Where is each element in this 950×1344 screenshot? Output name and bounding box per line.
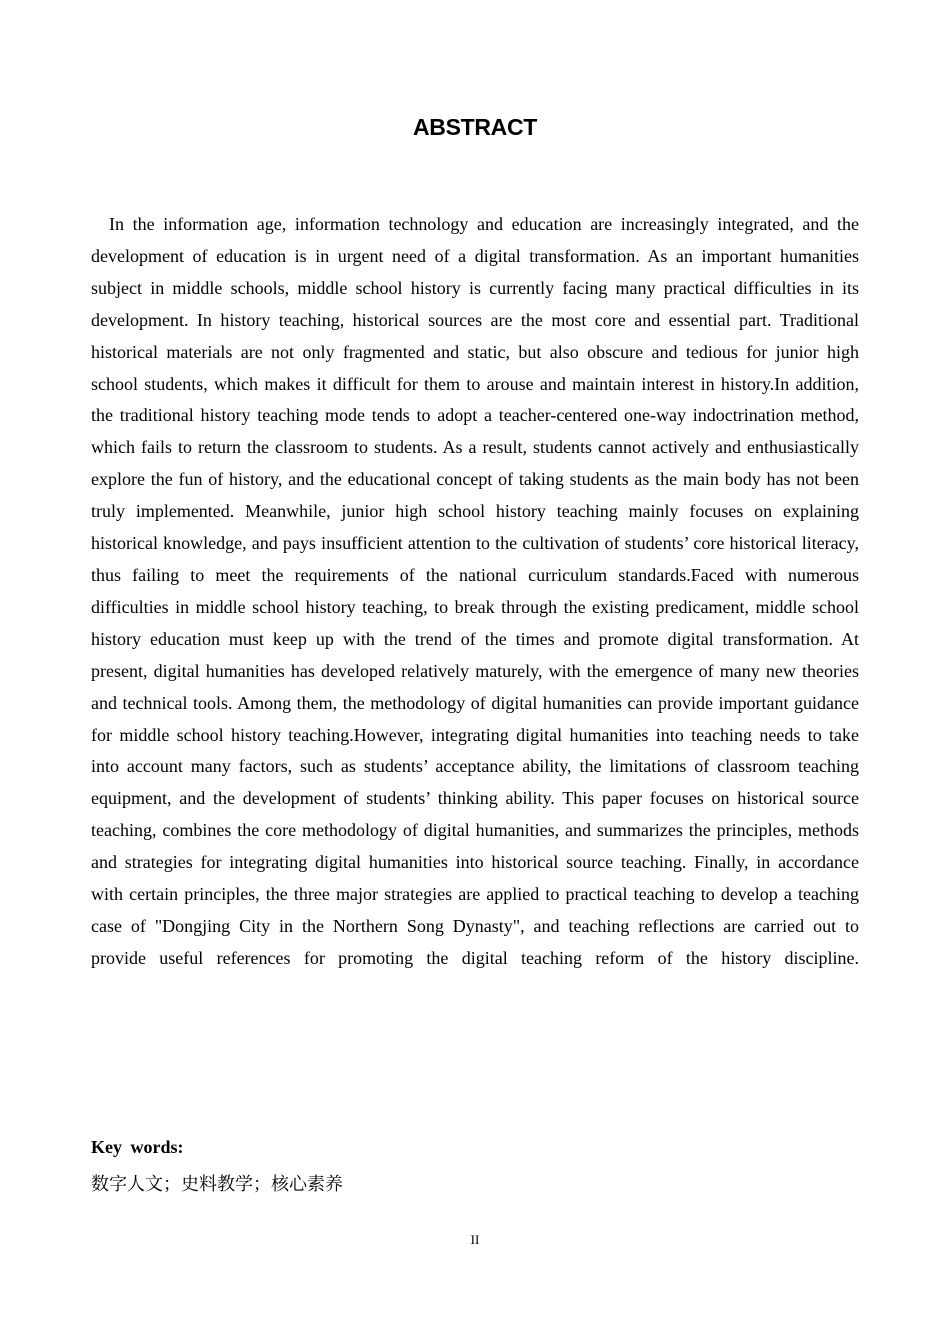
keywords-value: 数字人文；史料教学；核心素养: [91, 1174, 343, 1195]
keywords-label: Key words:: [91, 1137, 184, 1157]
abstract-body: In the information age, information technology and education are increasingly integrated, and the development of education is in urgent need of a digital transformation. As an important humanities subject in middle schools, middle school history is currently facing many practical difficulties in its development. In history teaching, historical sources are the most core and essential part. Traditional historical materials are not only fragmented and static, but also obscure and tedious for junior high school students, which makes it difficult for them to arouse and maintain interest in history.In addition, the traditional history teaching mode tends to adopt a teacher-centered one-way indoctrination method, which fails to return the classroom to students. As a result, students cannot actively and enthusiastically explore the fun of history, and the educational concept of taking students as the main body has not been truly implemented. Meanwhile, junior high school history teaching mainly focuses on explaining historical knowledge, and pays insufficient attention to the cultivation of students’ core historical literacy, thus failing to meet the requirements of the national curriculum standards.Faced with numerous difficulties in middle school history teaching, to break through the existing predicament, middle school history education must keep up with the trend of the times and promote digital transformation. At present, digital humanities has developed relatively maturely, with the emergence of many new theories and technical tools. Among them, the methodology of digital humanities can provide important guidance for middle school history teaching.However, integrating digital humanities into teaching needs to take into account many factors, such as students’ acceptance ability, the limitations of classroom teaching equipment, and the development of students’ thinking ability. This paper focuses on historical source teaching, combines the core methodology of digital humanities, and summarizes the principles, methods and strategies for integrating digital humanities into historical source teaching. Finally, in accordance with certain principles, the three major strategies are applied to practical teaching to develop a teaching case of "Dongjing City in the Northern Song Dynasty", and teaching reflections are carried out to provide useful references for promoting the digital teaching reform of the history discipline.: [91, 214, 859, 968]
page-number: II: [470, 1232, 480, 1247]
abstract-title: ABSTRACT: [412, 114, 538, 140]
